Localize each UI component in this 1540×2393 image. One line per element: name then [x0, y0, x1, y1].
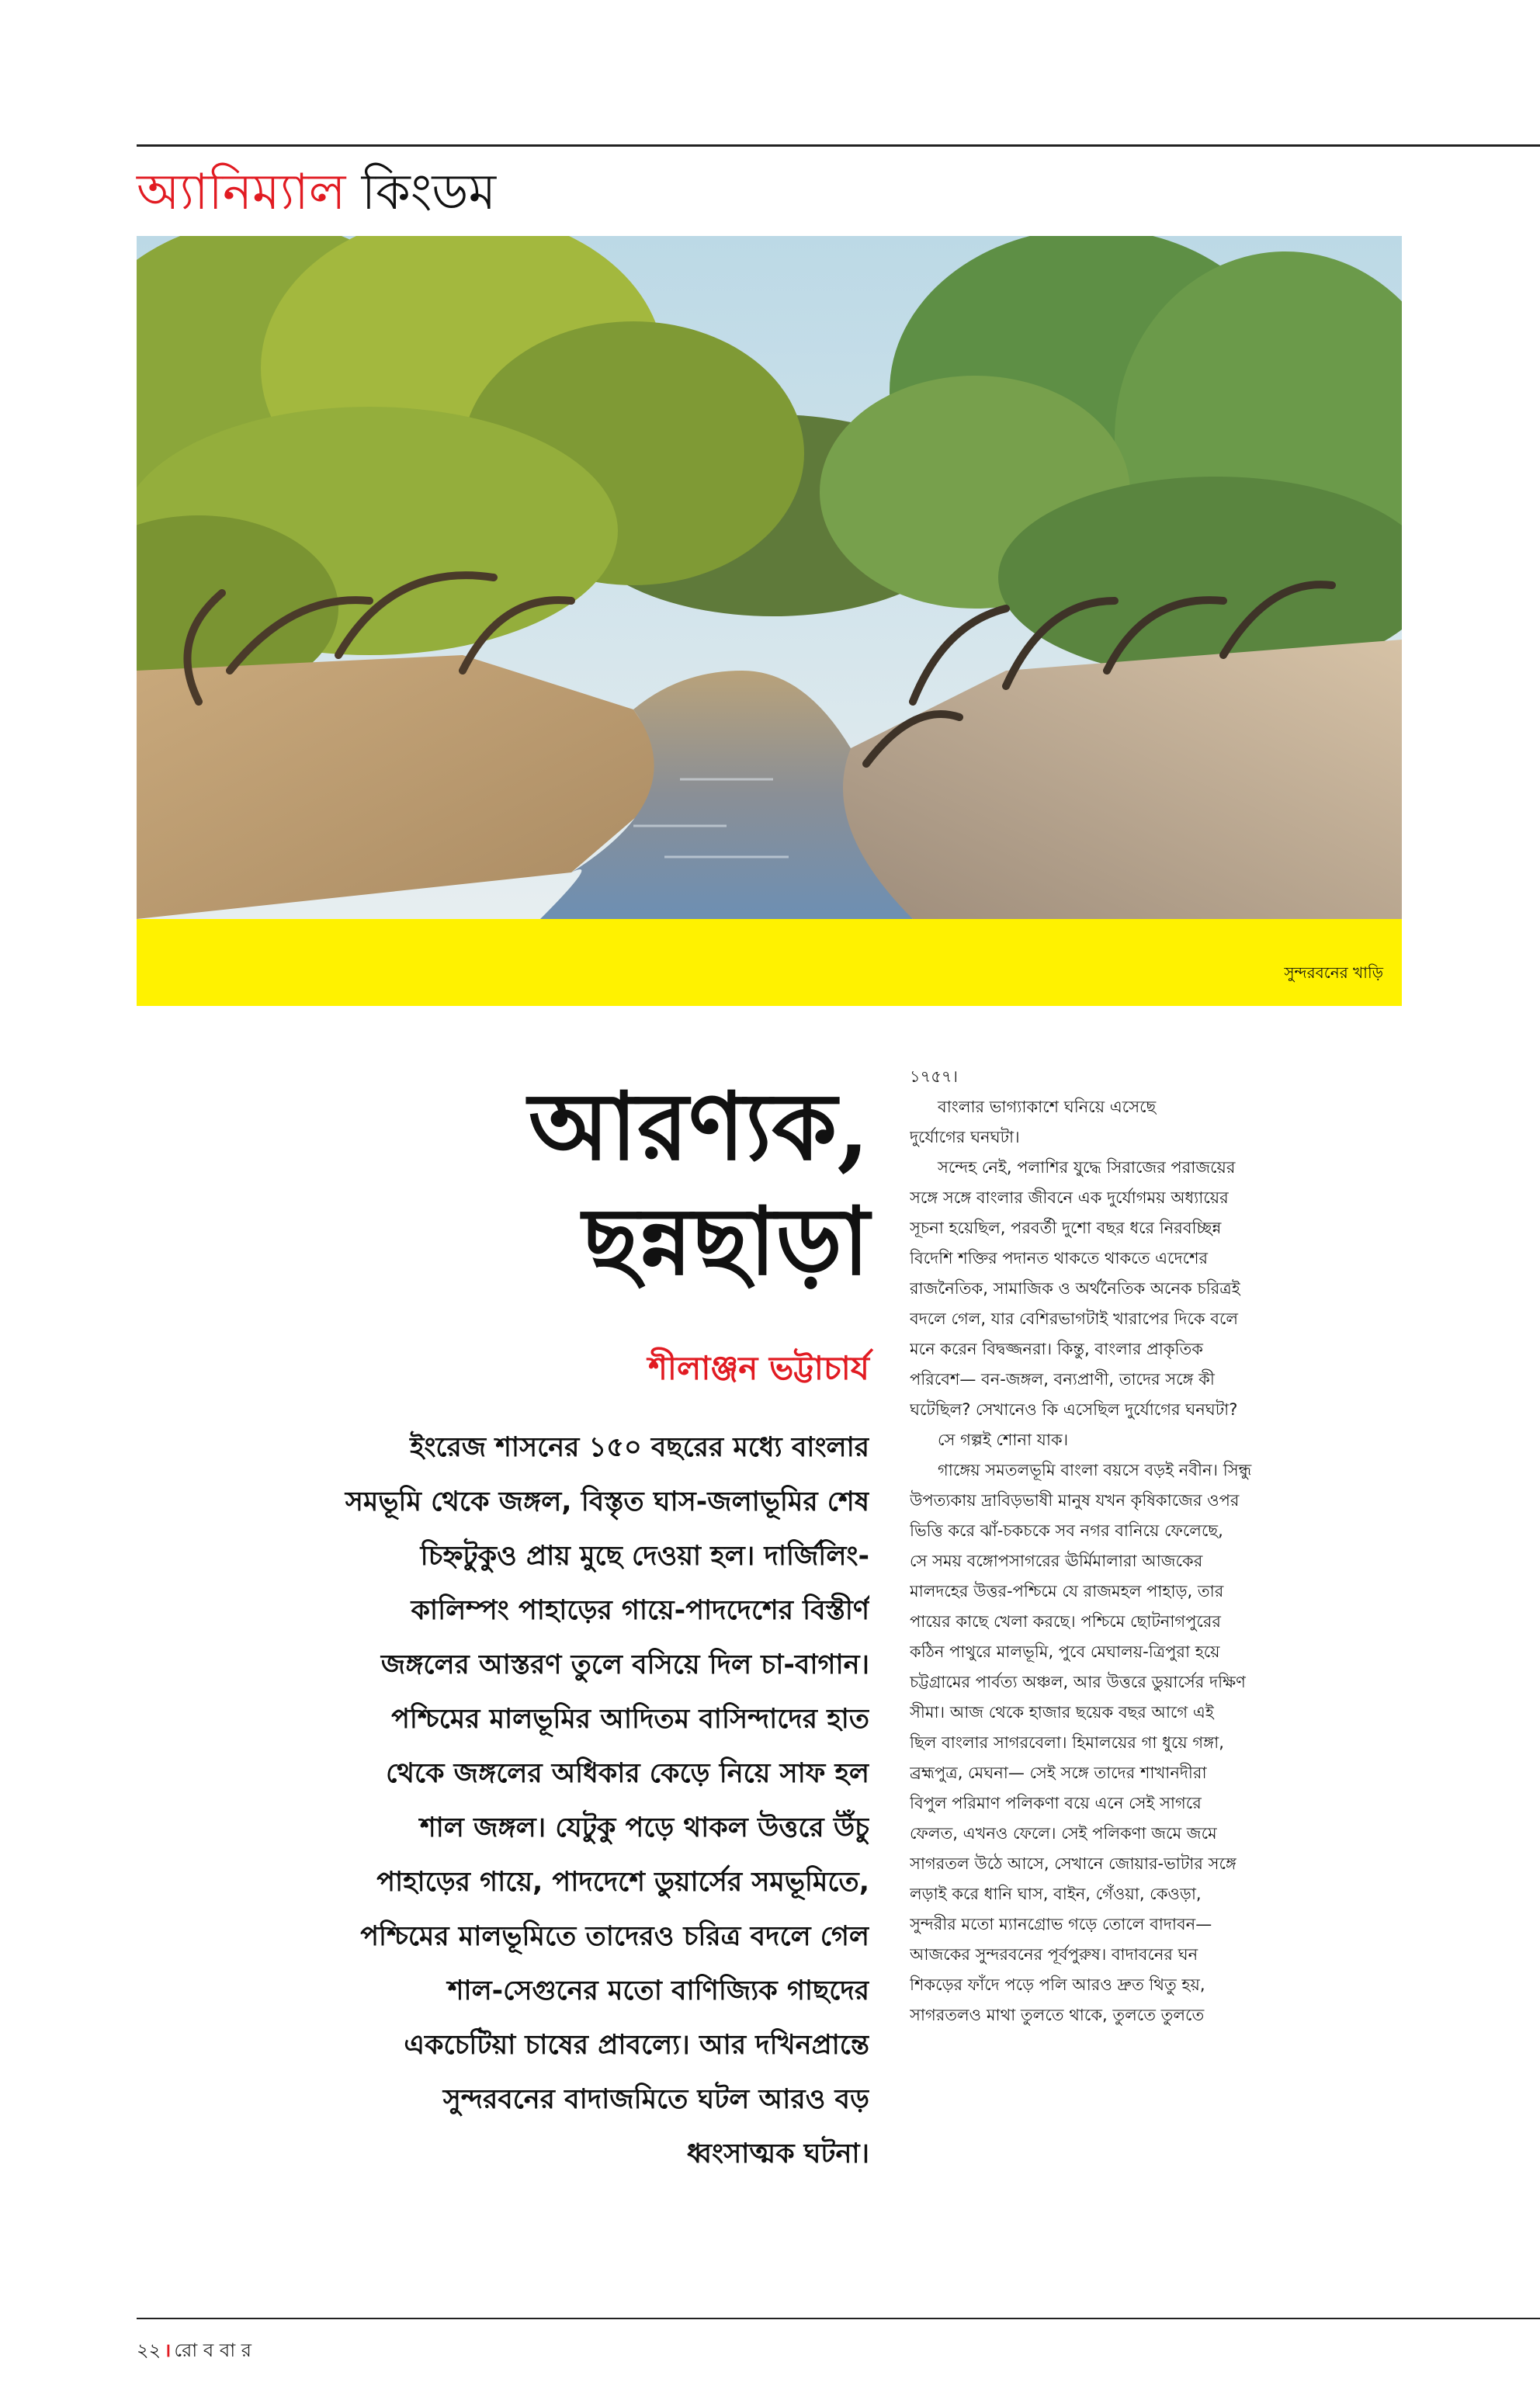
- body-line: বদলে গেল, যার বেশিরভাগটাই খারাপের দিকে বলে: [910, 1309, 1239, 1328]
- intro-line: চিহ্নটুকুও প্রায় মুছে দেওয়া হল। দার্জিলিং-: [420, 1541, 869, 1572]
- body-line: উপত্যকায় দ্রাবিড়ভাষী মানুষ যখন কৃষিকাজের ওপর: [910, 1491, 1240, 1510]
- body-line: সন্দেহ নেই, পলাশির যুদ্ধে সিরাজের পরাজয়ের: [938, 1158, 1236, 1177]
- body-line: বিপুল পরিমাণ পলিকণা বয়ে এনে সেই সাগরে: [910, 1794, 1202, 1812]
- intro-line: শাল-সেগুনের মতো বাণিজ্যিক গাছদের: [447, 1975, 869, 2006]
- body-line: লড়াই করে ধানি ঘাস, বাইন, গেঁওয়া, কেওড়া,: [910, 1885, 1202, 1903]
- body-line: পায়ের কাছে খেলা করছে। পশ্চিমে ছোটনাগপুরের: [910, 1612, 1221, 1631]
- photo-caption: সুন্দরবনের খাড়ি: [1284, 963, 1383, 982]
- body-line: বাংলার ভাগ্যাকাশে ঘনিয়ে এসেছে: [938, 1098, 1157, 1116]
- body-line: সঙ্গে সঙ্গে বাংলার জীবনে এক দুর্যোগময় অধ্যায়ের: [910, 1188, 1229, 1207]
- body-line: ছিল বাংলার সাগরবেলা। হিমালয়ের গা ধুয়ে গঙ্গা,: [910, 1733, 1224, 1752]
- article-body: [910, 1062, 1402, 2031]
- body-line: চট্টগ্রামের পার্বত্য অঞ্চল, আর উত্তরে ডুয়ার্সের দক্ষিণ: [910, 1673, 1246, 1691]
- section-label-accent: অ্যানিম্যাল: [137, 164, 346, 221]
- intro-line: একচেটিয়া চাষের প্রাবল্যে। আর দখিনপ্রান্তে: [404, 2030, 869, 2061]
- body-line: ব্রহ্মপুত্র, মেঘনা— সেই সঙ্গে তাদের শাখানদীরা: [910, 1764, 1207, 1782]
- author-byline: শীলাঞ্জন ভট্টাচার্য: [648, 1349, 869, 1387]
- body-line: মালদহের উত্তর-পশ্চিমে যে রাজমহল পাহাড়, তার: [910, 1582, 1224, 1601]
- section-label: [137, 161, 496, 224]
- top-rule: [137, 144, 1540, 147]
- body-line: সুন্দরীর মতো ম্যানগ্রোভ গড়ে তোলে বাদাবন—: [910, 1915, 1212, 1933]
- mangrove-photo: [137, 236, 1402, 919]
- body-line: বিদেশি শক্তির পদানত থাকতে থাকতে এদেশের: [910, 1249, 1209, 1268]
- headline-line: ছন্নছাড়া: [582, 1187, 869, 1296]
- intro-line: জঙ্গলের আস্তরণ তুলে বসিয়ে দিল চা-বাগান।: [380, 1649, 869, 1680]
- body-line: ঘটেছিল? সেখানেও কি এসেছিল দুর্যোগের ঘনঘটা?: [910, 1400, 1238, 1419]
- intro-line: সমভূমি থেকে জঙ্গল, বিস্তৃত ঘাস-জলাভূমির শেষ: [345, 1486, 869, 1517]
- body-line: সাগরতল উঠে আসে, সেখানে জোয়ার-ভাটার সঙ্গে: [910, 1854, 1237, 1873]
- intro-line: পাহাড়ের গায়ে, পাদদেশে ডুয়ার্সের সমভূমিতে,: [376, 1867, 869, 1898]
- body-line: পরিবেশ— বন-জঙ্গল, বন্যপ্রাণী, তাদের সঙ্গে কী: [910, 1370, 1215, 1389]
- intro-line: ইংরেজ শাসনের ১৫০ বছরের মধ্যে বাংলার: [410, 1432, 869, 1463]
- footer-separator: ।: [164, 2339, 172, 2361]
- headline: [388, 1070, 869, 1299]
- page-number: ২২: [137, 2339, 161, 2361]
- body-line: সে সময় বঙ্গোপসাগরের ঊর্মিমালারা আজকের: [910, 1552, 1203, 1570]
- caption-band: [137, 919, 1402, 1006]
- section-label-main: কিংডম: [361, 164, 497, 221]
- body-line: ফেলত, এখনও ফেলে। সেই পলিকণা জমে জমে: [910, 1824, 1217, 1843]
- body-line: কঠিন পাথুরে মালভূমি, পুবে মেঘালয়-ত্রিপুরা হয়ে: [910, 1642, 1220, 1661]
- mangrove-illustration: [137, 236, 1402, 919]
- body-line: দুর্যোগের ঘনঘটা।: [910, 1128, 1020, 1146]
- intro-line: পশ্চিমের মালভূমিতে তাদেরও চরিত্র বদলে গেল: [360, 1921, 869, 1952]
- body-line: মনে করেন বিদ্বজ্জনরা। কিন্তু, বাংলার প্রাকৃতিক: [910, 1340, 1203, 1358]
- intro-line: সুন্দরবনের বাদাজমিতে ঘটল আরও বড়: [442, 2084, 869, 2115]
- body-line: সূচনা হয়েছিল, পরবর্তী দুশো বছর ধরে নিরবচ্ছিন্ন: [910, 1219, 1222, 1237]
- intro-line: থেকে জঙ্গলের অধিকার কেড়ে নিয়ে সাফ হল: [386, 1758, 869, 1789]
- headline-line: আরণ্যক,: [528, 1072, 869, 1181]
- body-line: ১৭৫৭।: [910, 1067, 959, 1086]
- body-line: শিকড়ের ফাঁদে পড়ে পলি আরও দ্রুত থিতু হয়,: [910, 1975, 1205, 1994]
- body-line: আজকের সুন্দরবনের পূর্বপুরুষ। বাদাবনের ঘন: [910, 1945, 1198, 1964]
- body-line: গাঙ্গেয় সমতলভূমি বাংলা বয়সে বড়ই নবীন। সিন্ধু: [938, 1461, 1252, 1479]
- intro-line: পশ্চিমের মালভূমির আদিতম বাসিন্দাদের হাত: [391, 1704, 869, 1735]
- intro-line: শাল জঙ্গল। যেটুকু পড়ে থাকল উত্তরে উঁচু: [419, 1812, 869, 1843]
- body-line: রাজনৈতিক, সামাজিক ও অর্থনৈতিক অনেক চরিত্রই: [910, 1279, 1240, 1298]
- body-line: ভিত্তি করে ঝাঁ-চকচকে সব নগর বানিয়ে ফেলেছে,: [910, 1521, 1223, 1540]
- body-line: সীমা। আজ থেকে হাজার ছয়েক বছর আগে এই: [910, 1703, 1214, 1722]
- page-footer: [137, 2336, 251, 2367]
- body-line: সাগরতলও মাথা তুলতে থাকে, তুলতে তুলতে: [910, 2006, 1205, 2024]
- body-line: সে গল্পই শোনা যাক।: [938, 1431, 1069, 1449]
- bottom-rule: [137, 2318, 1540, 2319]
- intro-line: কালিম্পং পাহাড়ের গায়ে-পাদদেশের বিস্তীর্ণ: [411, 1595, 869, 1626]
- intro-line: ধ্বংসাত্মক ঘটনা।: [686, 2138, 869, 2169]
- magazine-name: রো ব বা র: [174, 2339, 251, 2361]
- article-intro: [137, 1420, 869, 2181]
